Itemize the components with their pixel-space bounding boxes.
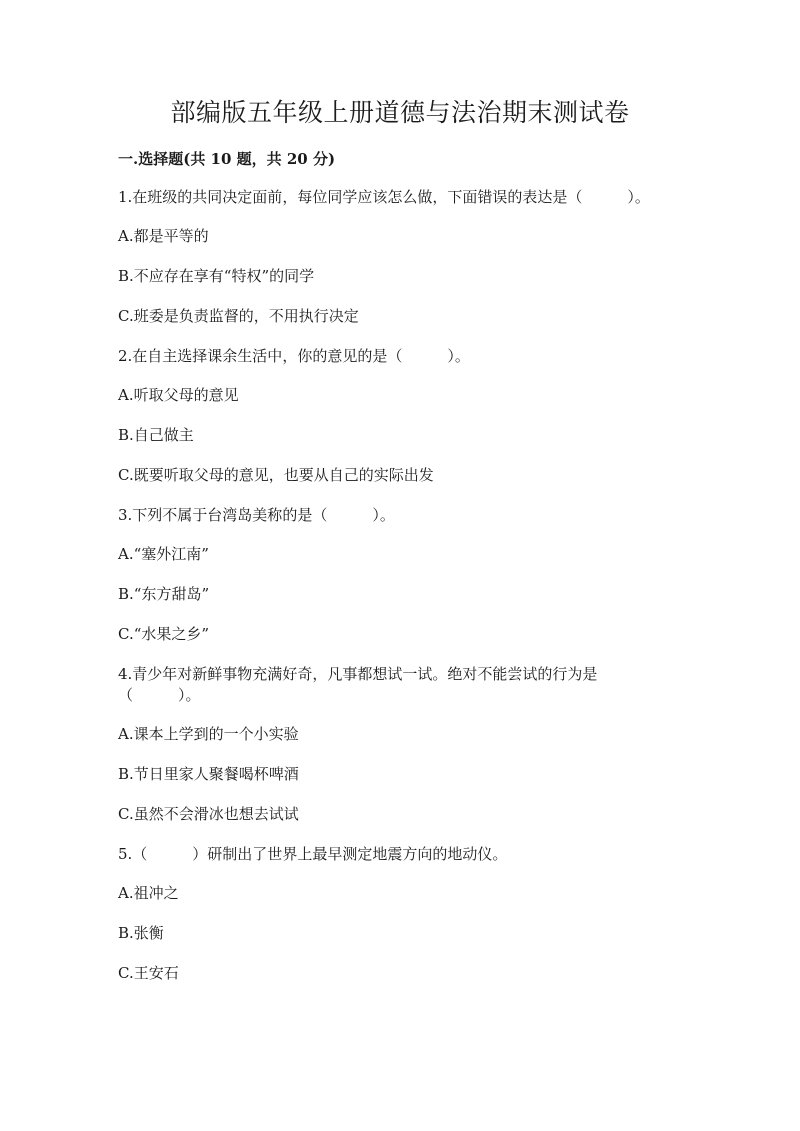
option-c: C.虽然不会滑冰也想去试试 [118, 805, 299, 823]
option-c: C.“水果之乡” [118, 625, 210, 643]
option-a: A.“塞外江南” [118, 545, 209, 563]
option-b: B.张衡 [118, 924, 164, 942]
page-title: 部编版五年级上册道德与法治期末测试卷 [170, 98, 630, 127]
option-a: A.都是平等的 [118, 227, 209, 245]
option-c: C.班委是负责监督的，不用执行决定 [118, 307, 359, 325]
option-b: B.节日里家人聚餐喝杯啤酒 [118, 765, 299, 783]
option-b: B.不应存在享有“特权”的同学 [118, 267, 315, 285]
question-3 [118, 505, 678, 645]
option-c: C.既要听取父母的意见，也要从自己的实际出发 [118, 466, 434, 484]
question-stem: 4.青少年对新鲜事物充满好奇，凡事都想试一试。绝对不能尝试的行为是（ ）。 [118, 665, 598, 704]
option-b: B.自己做主 [118, 426, 194, 444]
question-stem: 2.在自主选择课余生活中，你的意见的是（ ）。 [118, 347, 470, 365]
option-c: C.王安石 [118, 964, 179, 982]
section-heading: 一.选择题(共 10 题，共 20 分) [118, 150, 336, 168]
question-4 [118, 664, 678, 825]
question-1 [118, 187, 678, 327]
question-2 [118, 346, 678, 486]
question-list [118, 187, 678, 1003]
question-stem: 3.下列不属于台湾岛美称的是（ ）。 [118, 506, 395, 524]
option-a: A.课本上学到的一个小实验 [118, 725, 299, 743]
option-a: A.听取父母的意见 [118, 386, 239, 404]
question-stem: 1.在班级的共同决定面前，每位同学应该怎么做，下面错误的表达是（ ）。 [118, 188, 650, 206]
question-stem: 5.（ ）研制出了世界上最早测定地震方向的地动仪。 [118, 845, 508, 863]
option-b: B.“东方甜岛” [118, 585, 210, 603]
option-a: A.祖冲之 [118, 884, 179, 902]
question-5 [118, 844, 678, 984]
